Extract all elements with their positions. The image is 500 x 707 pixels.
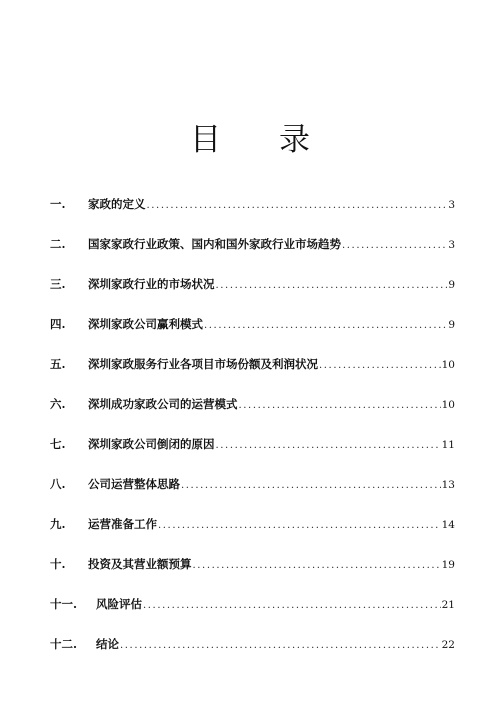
toc-entry-label: 结论 (96, 637, 119, 651)
toc-title (0, 114, 500, 159)
toc-dot-leader (143, 600, 441, 611)
toc-entry-3[interactable] (50, 276, 455, 296)
toc-entry-label: 家政的定义 (88, 197, 146, 211)
toc-entry-number: 四. (50, 317, 66, 331)
toc-dot-leader (204, 320, 447, 331)
toc-entry-7[interactable] (50, 436, 455, 456)
toc-entry-number: 十. (50, 557, 66, 571)
toc-dot-leader (120, 640, 441, 651)
toc-entry-label: 国家家政行业政策、国内和国外家政行业市场趋势 (88, 237, 341, 251)
toc-entry-number: 六. (50, 397, 66, 411)
toc-entry-4[interactable] (50, 316, 455, 336)
toc-entry-page: 13 (441, 479, 455, 491)
toc-entry-number: 八. (50, 477, 66, 491)
toc-entry-number: 七. (50, 437, 66, 451)
toc-entry-label: 深圳家政行业的市场状况 (88, 277, 215, 291)
toc-entry-6[interactable] (50, 396, 455, 416)
toc-dot-leader (216, 280, 448, 291)
toc-entry-page: 11 (441, 439, 455, 451)
toc-entry-10[interactable] (50, 556, 455, 576)
toc-entry-page: 19 (441, 559, 455, 571)
toc-dot-leader (342, 240, 447, 251)
toc-title-char-2: 录 (279, 122, 310, 158)
toc-entry-page: 9 (448, 279, 455, 291)
toc-entry-8[interactable] (50, 476, 455, 496)
toc-entry-12[interactable] (50, 636, 455, 656)
toc-dot-leader (193, 560, 441, 571)
toc-entry-9[interactable] (50, 516, 455, 536)
toc-entry-page: 10 (441, 399, 455, 411)
toc-dot-leader (147, 200, 448, 211)
toc-dot-leader (319, 360, 441, 371)
toc-dot-leader (158, 520, 441, 531)
toc-entry-page: 10 (441, 359, 455, 371)
toc-entry-label: 深圳家政服务行业各项目市场份额及利润状况 (88, 357, 318, 371)
toc-entry-label: 深圳家政公司倒闭的原因 (88, 437, 215, 451)
toc-entry-page: 22 (441, 639, 455, 651)
toc-entry-number: 十一. (50, 597, 78, 611)
toc-dot-leader (239, 400, 441, 411)
toc-entry-label: 运营准备工作 (88, 517, 157, 531)
toc-entry-page: 3 (448, 239, 455, 251)
toc-entry-label: 公司运营整体思路 (88, 477, 180, 491)
toc-entry-number: 三. (50, 277, 66, 291)
toc-entry-label: 深圳家政公司赢利模式 (88, 317, 203, 331)
toc-entry-number: 十二. (50, 637, 78, 651)
toc-entry-2[interactable] (50, 236, 455, 256)
toc-entry-page: 21 (441, 599, 455, 611)
toc-entry-page: 9 (448, 319, 455, 331)
toc-entry-label: 风险评估 (96, 597, 142, 611)
toc-dot-leader (181, 480, 441, 491)
toc-entry-label: 投资及其营业额预算 (88, 557, 192, 571)
toc-entry-number: 二. (50, 237, 66, 251)
toc-entry-1[interactable] (50, 196, 455, 216)
toc-entry-11[interactable] (50, 596, 455, 616)
toc-entry-number: 五. (50, 357, 66, 371)
toc-entry-number: 一. (50, 197, 66, 211)
toc-entry-number: 九. (50, 517, 66, 531)
toc-entry-page: 3 (448, 199, 455, 211)
toc-title-char-1: 目 (190, 122, 221, 158)
toc-entry-page: 14 (441, 519, 455, 531)
toc-entry-label: 深圳成功家政公司的运营模式 (88, 397, 238, 411)
toc-entry-5[interactable] (50, 356, 455, 376)
toc-dot-leader (216, 440, 441, 451)
